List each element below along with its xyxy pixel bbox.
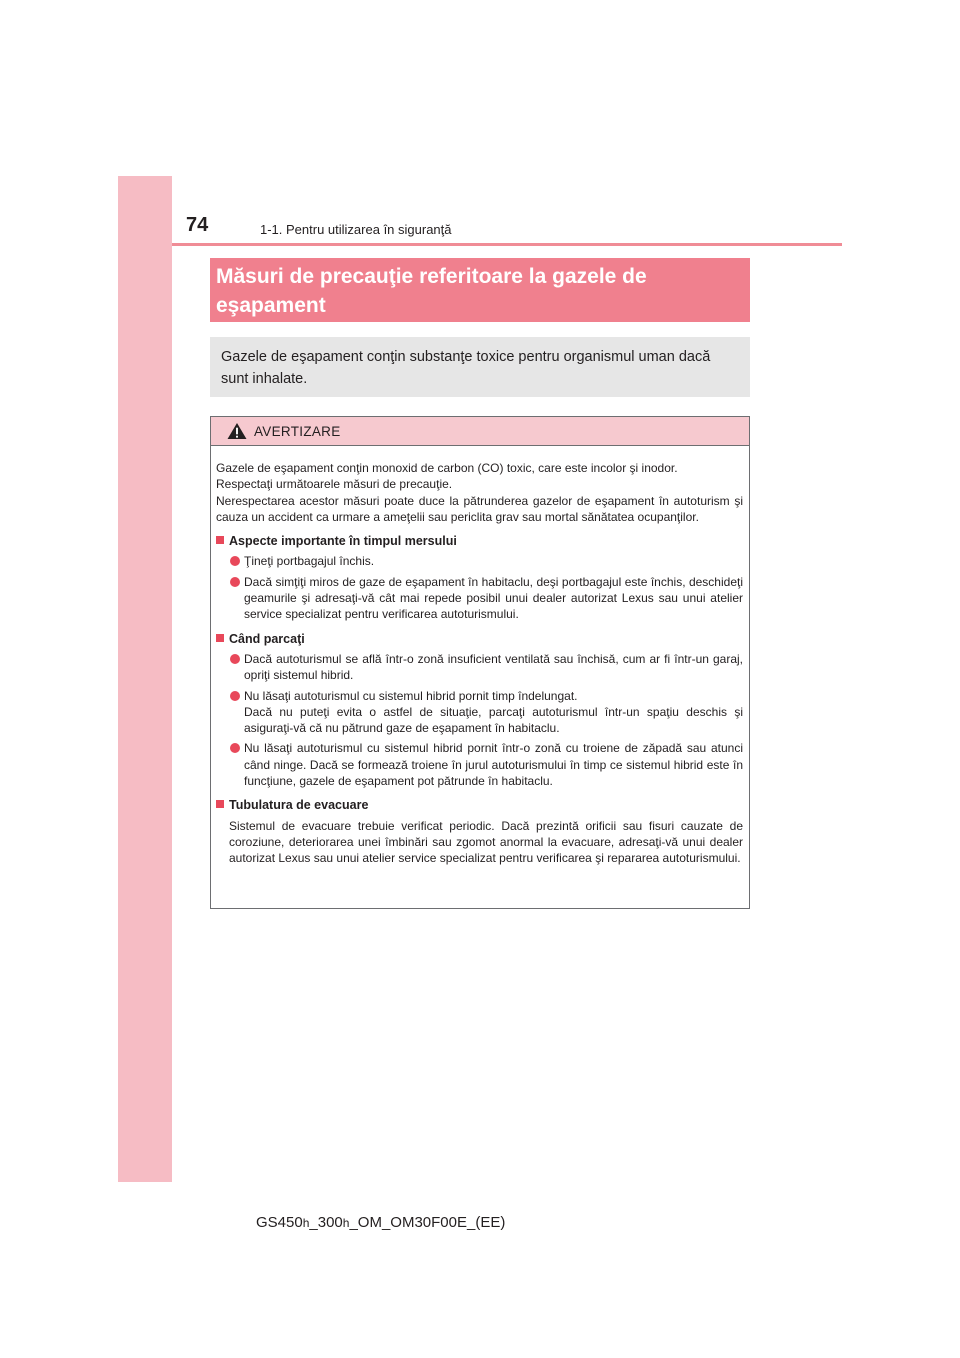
footer-model-code: [256, 1214, 505, 1231]
page-title: [210, 258, 750, 322]
footer-model-a: GS450: [256, 1214, 303, 1231]
section-heading-text: Tubulatura de evacuare: [229, 798, 369, 813]
warning-label: AVERTIZARE: [254, 423, 341, 439]
intro-line1: Gazele de eşapament conţin substanţe toxice pentru organismul uman dacă: [221, 349, 711, 365]
side-tab: [118, 176, 172, 1182]
list-item-text: Dacă simţiţi miros de gaze de eşapament în habitaclu, deşi portbagajul este închis, deschideţi geamurile şi adresaţi-vă cât mai repede posibil unui dealer autorizat Lexus sau unui atelier service specializat pentru verificarea autoturismului.: [244, 574, 743, 622]
section-heading-driving: [216, 533, 743, 549]
section-heading-exhaust: [216, 797, 743, 813]
section-title: 1-1. Pentru utilizarea în siguranţă: [260, 222, 452, 237]
warning-header: [211, 417, 749, 446]
circle-bullet-icon: [230, 556, 240, 566]
list-item-text: Dacă autoturismul se află într-o zonă insuficient ventilată sau închisă, cum ar fi într-un garaj, opriţi sistemul hibrid.: [244, 651, 743, 683]
list-item-text-main: Nu lăsaţi autoturismul cu sistemul hibrid pornit timp îndelungat.: [244, 688, 578, 703]
circle-bullet-icon: [230, 691, 240, 701]
square-bullet-icon: [216, 800, 224, 808]
list-item: [230, 740, 743, 789]
circle-bullet-icon: [230, 577, 240, 587]
square-bullet-icon: [216, 536, 224, 544]
page-title-line2: eşapament: [216, 294, 326, 317]
square-bullet-icon: [216, 634, 224, 642]
list-item: [230, 651, 743, 684]
warning-body: [211, 446, 749, 867]
circle-bullet-icon: [230, 654, 240, 664]
footer-sub-b: h: [342, 1216, 350, 1230]
circle-bullet-icon: [230, 743, 240, 753]
section-heading-text: Aspecte importante în timpul mersului: [229, 534, 457, 549]
warning-para-2: Respectaţi următoarele măsuri de precauţie.: [216, 477, 453, 492]
warning-box: [210, 416, 750, 909]
list-item: [230, 553, 743, 569]
list-item-text: Ţineţi portbagajul închis.: [244, 554, 375, 569]
list-item: [230, 574, 743, 623]
warning-para-3: Nerespectarea acestor măsuri poate duce la pătrunderea gazelor de eşapament în autoturism şi cauza un accident ca urmare a ameţelii sau periclita grav sau mortal sănătatea ocupanţilor.: [216, 493, 743, 524]
footer-sep: _300: [309, 1214, 343, 1231]
intro-box: [210, 337, 750, 397]
list-item-text: Nu lăsaţi autoturismul cu sistemul hibrid pornit într-o zonă cu troiene de zăpadă sau atunci când ninge. Dacă se formează troiene în jurul autoturismului în timp ce sistemul hibrid este în funcţiune, gazele de eşapament pot pătrunde în habitaclu.: [244, 741, 743, 789]
header-rule: [172, 243, 842, 246]
exhaust-paragraph: Sistemul de evacuare trebuie verificat periodic. Dacă prezintă orificii sau fisuri cauzate de coroziune, deteriorarea unei îmbinări sau zgomot anormal la evacuare, adresaţi-vă unui dealer autorizat Lexus sau unui atelier service specializat pentru verificarea şi repararea autoturismului.: [229, 818, 743, 866]
intro-line2: sunt inhalate.: [221, 371, 308, 387]
section-heading-text: Când parcaţi: [229, 631, 305, 646]
footer-code: _OM_OM30F00E_(EE): [349, 1214, 506, 1231]
page-title-line1: Măsuri de precauţie referitoare la gazele de: [216, 265, 647, 288]
warning-para-1: Gazele de eşapament conţin monoxid de carbon (CO) toxic, care este incolor şi inodor.: [216, 461, 678, 475]
section-heading-parking: [216, 631, 743, 647]
warning-triangle-icon: [226, 422, 248, 440]
list-item-text-cont: Dacă nu puteţi evita o astfel de situaţie, parcaţi autoturismul într-un spaţiu deschis şi asiguraţi-vă că nu pătrund gaze de eşapament în habitaclu.: [244, 704, 743, 736]
list-item: [230, 688, 743, 737]
footer-sub-a: h: [302, 1216, 310, 1230]
page-number: 74: [186, 214, 209, 236]
list-item-text: [244, 688, 743, 737]
